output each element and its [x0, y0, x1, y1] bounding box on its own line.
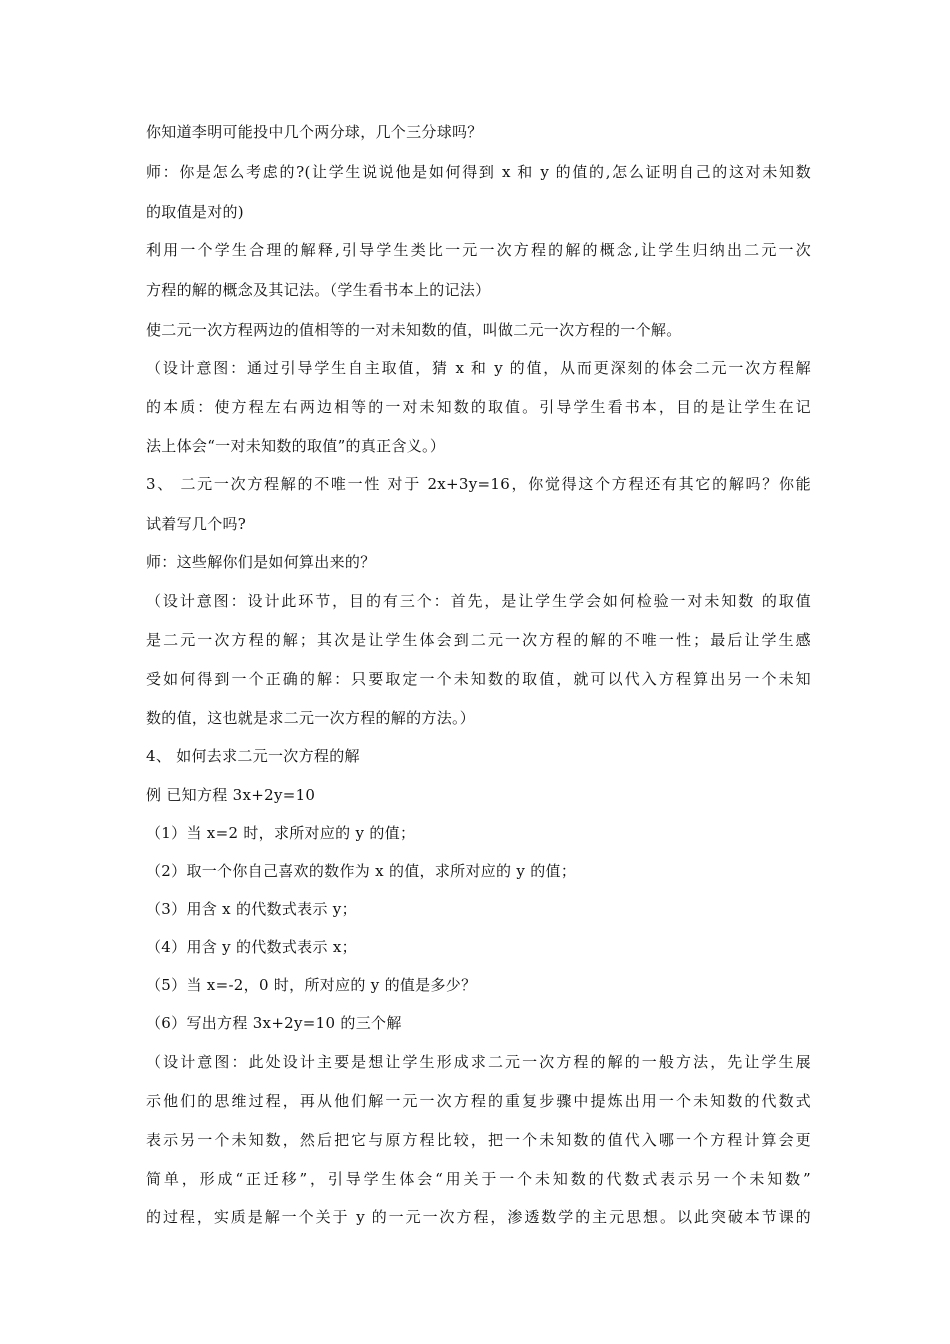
- text-line: 的过程，实质是解一个关于 y 的一元一次方程，渗透数学的主元思想。以此突破本节课的: [146, 1208, 811, 1226]
- text-line: 的本质：使方程左右两边相等的一对未知数的取值。引导学生看书本，目的是让学生在记: [146, 398, 811, 416]
- section-heading: 4、 如何去求二元一次方程的解: [146, 747, 360, 765]
- text-line: 受如何得到一个正确的解：只要取定一个未知数的取值，就可以代入方程算出另一个未知: [146, 670, 811, 688]
- text-line: 试着写几个吗?: [146, 515, 247, 533]
- text-line: 利用一个学生合理的解释,引导学生类比一元一次方程的解的概念,让学生归纳出二元一次: [146, 241, 811, 259]
- text-line: 是二元一次方程的解；其次是让学生体会到二元一次方程的解的不唯一性；最后让学生感: [146, 631, 811, 649]
- question-item: （5）当 x=-2，0 时，所对应的 y 的值是多少？: [146, 976, 477, 994]
- text-line: 的取值是对的): [146, 203, 244, 221]
- question-item: （4）用含 y 的代数式表示 x；: [146, 938, 357, 956]
- text-line: 使二元一次方程两边的值相等的一对未知数的值，叫做二元一次方程的一个解。: [146, 321, 682, 339]
- text-line: 师：这些解你们是如何算出来的？: [146, 553, 376, 571]
- text-line: 示他们的思维过程，再从他们解一元一次方程的重复步骤中提炼出用一个未知数的代数式: [146, 1092, 811, 1110]
- question-item: （6）写出方程 3x+2y=10 的三个解: [146, 1014, 402, 1032]
- section-heading: 3、 二元一次方程解的不唯一性 对于 2x+3y=16，你觉得这个方程还有其它的解吗？你能: [146, 475, 811, 493]
- text-line: 方程的解的概念及其记法。（学生看书本上的记法）: [146, 281, 491, 299]
- text-line: 简单，形成“正迁移”，引导学生体会“用关于一个未知数的代数式表示另一个未知数”: [146, 1170, 811, 1188]
- example-line: 例 已知方程 3x+2y=10: [146, 786, 316, 804]
- question-item: （1）当 x=2 时，求所对应的 y 的值；: [146, 824, 416, 842]
- question-item: （2）取一个你自己喜欢的数作为 x 的值，求所对应的 y 的值；: [146, 862, 577, 880]
- text-line: （设计意图：此处设计主要是想让学生形成求二元一次方程的解的一般方法，先让学生展: [146, 1053, 811, 1071]
- text-line: 表示另一个未知数，然后把它与原方程比较，把一个未知数的值代入哪一个方程计算会更: [146, 1131, 811, 1149]
- text-line: （设计意图：设计此环节，目的有三个：首先，是让学生学会如何检验一对未知数 的取值: [146, 592, 811, 610]
- text-line: 数的值，这也就是求二元一次方程的解的方法。）: [146, 709, 476, 727]
- question-item: （3）用含 x 的代数式表示 y；: [146, 900, 357, 918]
- text-line: 师：你是怎么考虑的?(让学生说说他是如何得到 x 和 y 的值的,怎么证明自己的这对未知数: [146, 163, 811, 181]
- text-line: （设计意图：通过引导学生自主取值，猜 x 和 y 的值，从而更深刻的体会二元一次方程解: [146, 359, 811, 377]
- text-line: 你知道李明可能投中几个两分球，几个三分球吗？: [146, 123, 483, 141]
- text-line: 法上体会“一对未知数的取值”的真正含义。）: [146, 437, 446, 455]
